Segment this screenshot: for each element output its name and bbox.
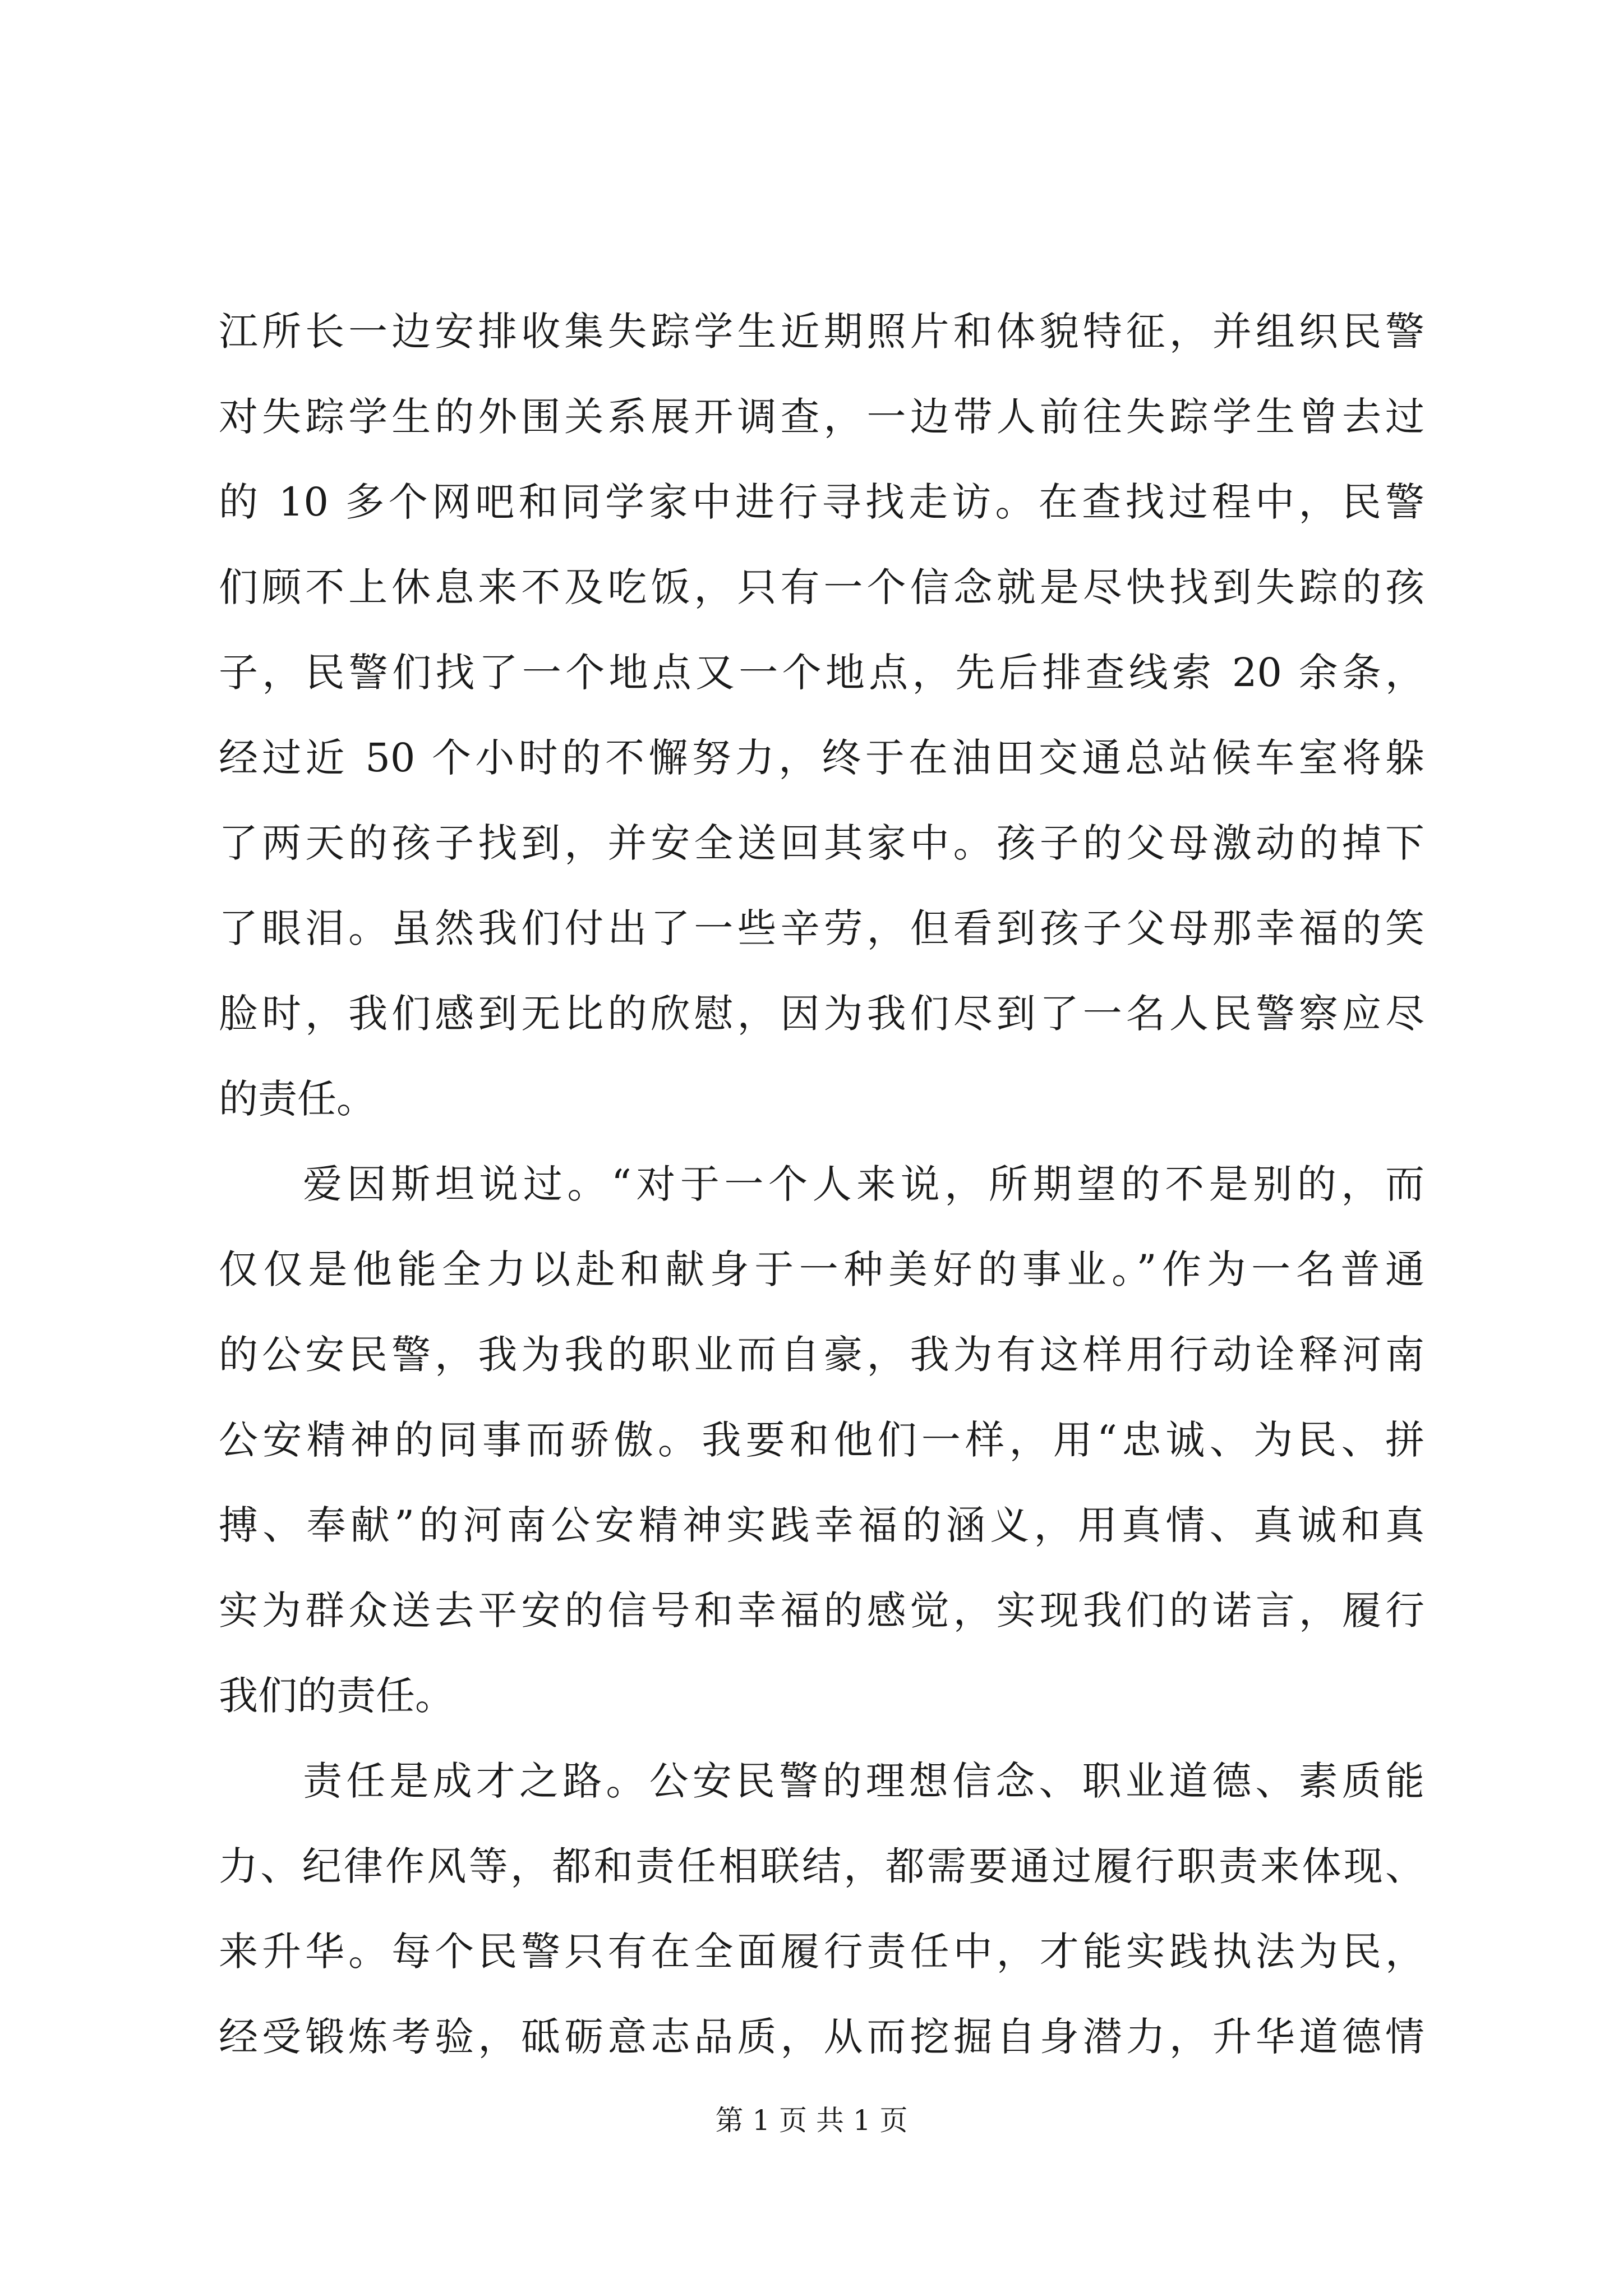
paragraph-1-line-2: 对失踪学生的外围关系展开调查，一边带人前往失踪学生曾去过 bbox=[219, 394, 1424, 440]
paragraph-3-line-3: 来升华。每个民警只有在全面履行责任中，才能实践执法为民， bbox=[219, 1929, 1424, 1975]
paragraph-1-line-5: 子，民警们找了一个地点又一个地点，先后排查线索 20 余条， bbox=[219, 650, 1424, 696]
paragraph-1-line-8: 了眼泪。虽然我们付出了一些辛劳，但看到孩子父母那幸福的笑 bbox=[219, 905, 1424, 951]
paragraph-3-line-2: 力、纪律作风等，都和责任相联结，都需要通过履行职责来体现、 bbox=[219, 1843, 1424, 1889]
paragraph-2-line-5: 搏、奉献”的河南公安精神实践幸福的涵义，用真情、真诚和真 bbox=[219, 1502, 1424, 1548]
paragraph-1-line-3: 的 10 多个网吧和同学家中进行寻找走访。在查找过程中，民警 bbox=[219, 479, 1424, 525]
paragraph-2-line-4: 公安精神的同事而骄傲。我要和他们一样，用“忠诚、为民、拼 bbox=[219, 1417, 1424, 1463]
paragraph-3-line-1: 责任是成才之路。公安民警的理想信念、职业道德、素质能 bbox=[303, 1758, 1424, 1804]
paragraph-1-line-9: 脸时，我们感到无比的欣慰，因为我们尽到了一名人民警察应尽 bbox=[219, 991, 1424, 1037]
paragraph-1-line-10: 的责任。 bbox=[219, 1076, 376, 1122]
paragraph-1-line-6: 经过近 50 个小时的不懈努力，终于在油田交通总站候车室将躲 bbox=[219, 735, 1424, 781]
page-footer bbox=[0, 2101, 1623, 2140]
document-body bbox=[219, 289, 1424, 2079]
page-number-label: 第 1 页 共 1 页 bbox=[715, 2104, 908, 2137]
paragraph-2-line-3: 的公安民警，我为我的职业而自豪，我为有这样用行动诠释河南 bbox=[219, 1332, 1424, 1378]
paragraph-1-line-1: 江所长一边安排收集失踪学生近期照片和体貌特征，并组织民警 bbox=[219, 309, 1424, 355]
paragraph-1-line-4: 们顾不上休息来不及吃饭，只有一个信念就是尽快找到失踪的孩 bbox=[219, 564, 1424, 610]
paragraph-2-line-7: 我们的责任。 bbox=[219, 1673, 454, 1719]
paragraph-2-line-6: 实为群众送去平安的信号和幸福的感觉，实现我们的诺言，履行 bbox=[219, 1588, 1424, 1634]
paragraph-1-line-7: 了两天的孩子找到，并安全送回其家中。孩子的父母激动的掉下 bbox=[219, 820, 1424, 866]
paragraph-2-line-1: 爱因斯坦说过。“对于一个人来说，所期望的不是别的，而 bbox=[303, 1161, 1424, 1207]
paragraph-3-line-4: 经受锻炼考验，砥砺意志品质，从而挖掘自身潜力，升华道德情 bbox=[219, 2014, 1424, 2060]
paragraph-2-line-2: 仅仅是他能全力以赴和献身于一种美好的事业。”作为一名普通 bbox=[219, 1246, 1424, 1292]
